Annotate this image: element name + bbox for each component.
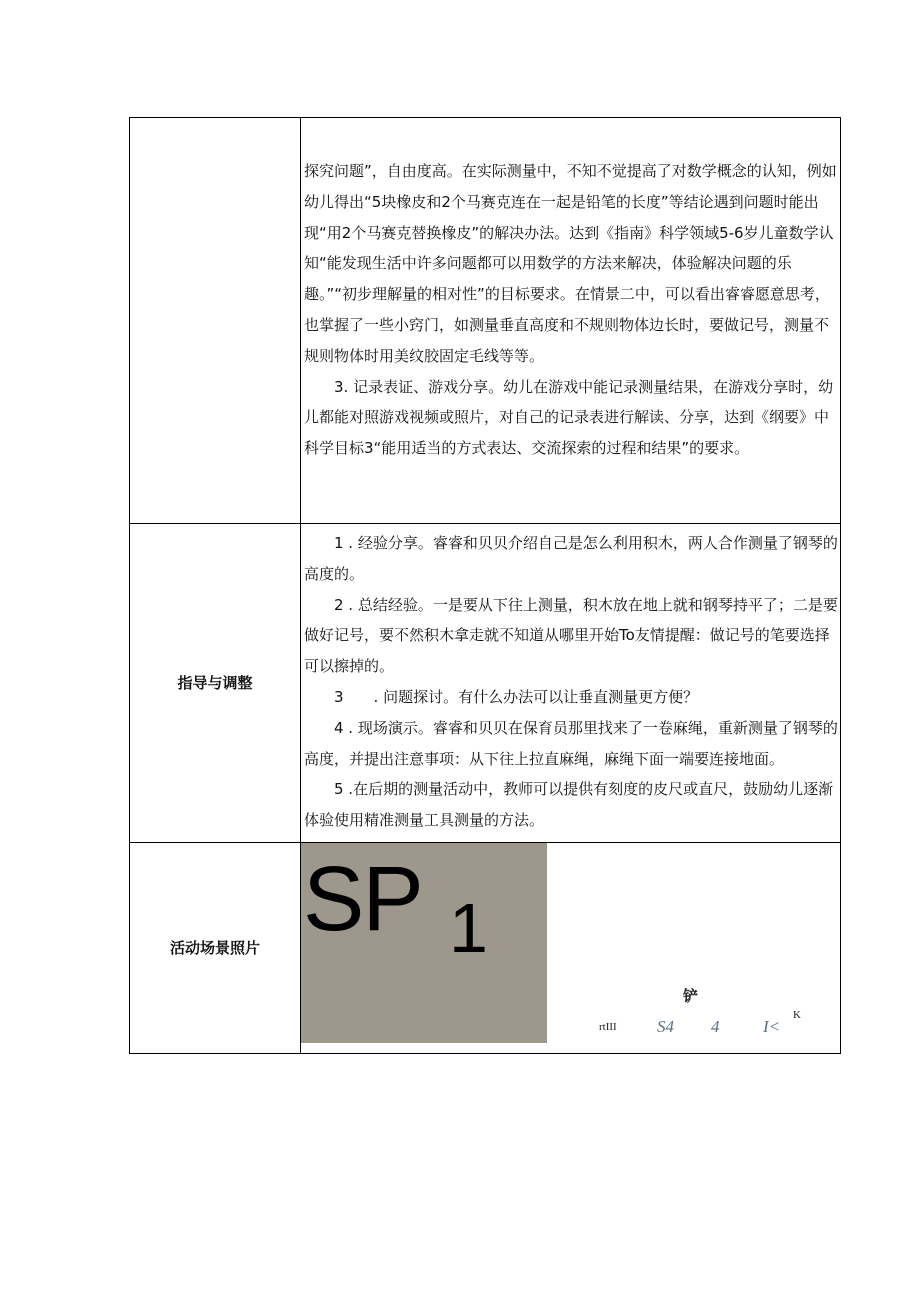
- photo-placeholder-number: 1: [449, 888, 488, 967]
- photo-label: 活动场景照片: [130, 842, 301, 1053]
- ocr-artifact-text: I<: [763, 1016, 781, 1036]
- guidance-item: 5 .在后期的测量活动中，教师可以提供有刻度的皮尺或直尺，鼓励幼儿逐渐体验使用精准测量工具测量的方法。: [304, 780, 834, 830]
- guidance-cell: [301, 524, 841, 843]
- empty-label-cell: [130, 118, 301, 524]
- ocr-artifact-text: 铲: [683, 986, 699, 1005]
- analysis-paragraph: 探究问题”，自由度高。在实际测量中，不知不觉提高了对数学概念的认知，例如幼儿得出“5块橡皮和2个马赛克连在一起是铅笔的长度”等结论遇到问题时能出现“用2个马赛克替换橡皮”的解决办法。达到《指南》科学领域5-6岁儿童数学认知“能发现生活中许多问题都可以用数学的方法来解决，体验解决问题的乐趣。”“初步理解量的相对性”的目标要求。在情景二中，可以看出睿睿愿意思考，也掌握了一些小窍门，如测量垂直高度和不规则物体边长时，要做记号，测量不规则物体时用美纹胶固定毛线等等。: [304, 162, 837, 365]
- ocr-artifact-text: S4: [657, 1016, 674, 1036]
- photo-cell: [301, 842, 841, 1053]
- ocr-artifact-text: 4: [711, 1016, 720, 1036]
- guidance-row: [130, 524, 841, 843]
- analysis-row: [130, 118, 841, 524]
- ocr-artifact-text: K: [793, 1008, 801, 1021]
- photo-row: [130, 842, 841, 1053]
- guidance-item: 2 . 总结经验。一是要从下往上测量，积木放在地上就和钢琴持平了；二是要做好记号，要不然积木拿走就不知道从哪里开始To友情提醒：做记号的笔要选择可以擦掉的。: [304, 595, 838, 676]
- guidance-item: 1 . 经验分享。睿睿和贝贝介绍自己是怎么利用积木，两人合作测量了钢琴的高度的。: [304, 534, 838, 583]
- guidance-item: 3 . 问题探讨。有什么办法可以让垂直测量更方便？: [334, 687, 699, 706]
- document-table: [129, 117, 841, 1054]
- guidance-item: 4 . 现场演示。睿睿和贝贝在保育员那里找来了一卷麻绳，重新测量了钢琴的高度，并提出注意事项：从下往上拉直麻绳，麻绳下面一端要连接地面。: [304, 718, 838, 768]
- photo-placeholder-text: SP: [303, 847, 422, 950]
- guidance-label: 指导与调整: [130, 524, 301, 843]
- analysis-cell: [301, 118, 841, 524]
- activity-photo-placeholder: [301, 843, 547, 1043]
- ocr-artifact-text: rtIII: [599, 1020, 617, 1033]
- analysis-paragraph: 3. 记录表证、游戏分享。幼儿在游戏中能记录测量结果，在游戏分享时，幼儿都能对照游戏视频或照片，对自己的记录表进行解读、分享，达到《纲要》中科学目标3“能用适当的方式表达、交流探索的过程和结果”的要求。: [304, 377, 834, 458]
